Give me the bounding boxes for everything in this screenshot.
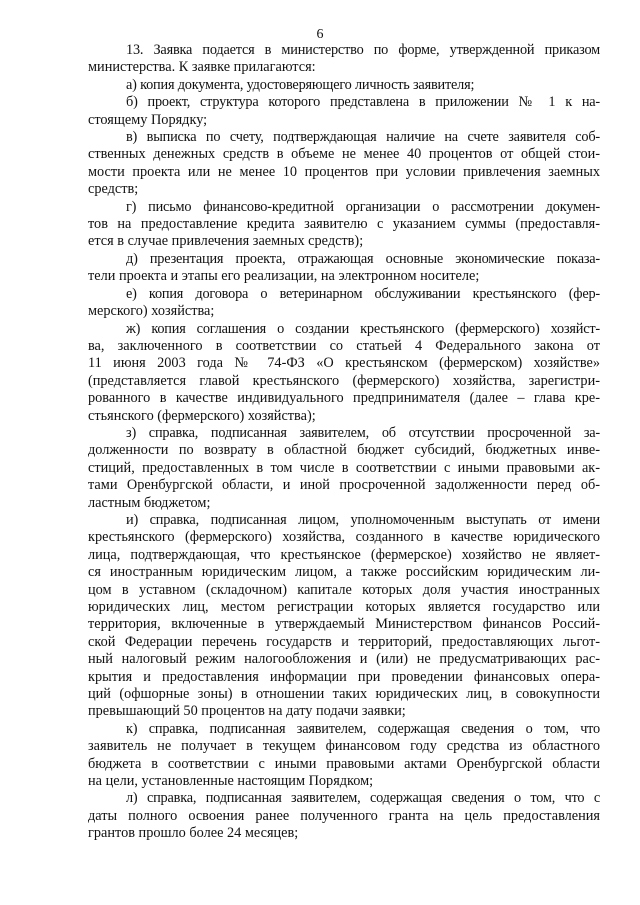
paragraph-line: мости проекта или не менее 10 процентов при условии привлечения заемных — [88, 163, 600, 180]
paragraph-line: тов на предоставление кредита заявителю с указанием суммы (предоставля- — [88, 216, 600, 233]
paragraph-line: (представляется главой крестьянского (фермерского) хозяйства, зарегистри- — [88, 372, 600, 389]
paragraph-pa — [88, 77, 600, 94]
paragraph-line: крытия и предоставления информации при проведении финансовых опера- — [88, 668, 600, 685]
paragraph-line: ской Федерации перечень государств и территорий, предоставляющих льгот- — [88, 633, 600, 650]
paragraph-line: превышающий 50 процентов на дату подачи заявки; — [88, 703, 406, 720]
paragraph-line: ва, заключенного в соответствии со статьей 4 Федерального закона от — [88, 337, 600, 354]
paragraph-line: рованного в качестве индивидуального предпринимателя (далее – глава кре- — [88, 390, 600, 407]
paragraph-line: крестьянского (фермерского) хозяйства, созданного в качестве юридического — [88, 529, 600, 546]
paragraph-line: юридических лиц, местом регистрации которых является государство или — [88, 599, 600, 615]
paragraph-pg — [88, 199, 600, 251]
paragraph-line: даты полного освоения ранее полученного гранта на цель предоставления — [88, 807, 600, 824]
paragraph-pzh — [88, 321, 600, 425]
paragraph-pv — [88, 129, 600, 199]
paragraph-line: тами Оренбургской области, и иной просроченной задолженности перед об- — [88, 477, 600, 494]
paragraph-p13 — [88, 42, 600, 77]
paragraph-line: 13. Заявка подается в министерство по форме, утвержденной приказом — [126, 42, 600, 58]
paragraph-line: к) справка, подписанная заявителем, содержащая сведения о том, что — [126, 720, 600, 737]
document-body — [88, 42, 600, 843]
paragraph-line: лица, подтверждающая, что крестьянское (фермерское) хозяйство не являет- — [88, 546, 600, 563]
paragraph-line: ный налоговый режим налогообложения и (или) не предусматривающих рас- — [88, 651, 600, 668]
paragraph-line: цом в уставном (складочном) капитале которых доля участия иностранных — [88, 581, 600, 598]
paragraph-line: в) выписка по счету, подтверждающая наличие на счете заявителя соб- — [126, 129, 600, 146]
paragraph-line: ж) копия соглашения о создании крестьянского (фермерского) хозяйст- — [126, 320, 600, 337]
paragraph-line: г) письмо финансово-кредитной организации о рассмотрении докумен- — [126, 198, 600, 215]
page-number: 6 — [316, 27, 324, 42]
paragraph-line: ется в случае привлечения заемных средств); — [88, 233, 364, 250]
paragraph-line: ственных денежных средств в объеме не менее 40 процентов от общей стои- — [88, 146, 600, 163]
paragraph-line: ся иностранным юридическим лицом, а также российским юридическим ли- — [88, 564, 600, 581]
paragraph-line: долженности по возврату в областной бюджет субсидий, бюджетных инве- — [88, 442, 600, 459]
paragraph-line: д) презентация проекта, отражающая основные экономические показа- — [126, 250, 600, 267]
paragraph-pe — [88, 286, 600, 321]
paragraph-line: стиций, предоставленных в том числе в соответствии с иными правовыми ак- — [88, 459, 600, 476]
paragraph-line: грантов прошло более 24 месяцев; — [88, 825, 299, 842]
paragraph-line: ций (офшорные зоны) в отношении таких юридических лиц, в совокупности — [88, 686, 600, 703]
paragraph-pi — [88, 512, 600, 721]
paragraph-line: е) копия договора о ветеринарном обслуживании крестьянского (фер- — [126, 285, 600, 302]
paragraph-line: мерского) хозяйства; — [88, 303, 215, 320]
paragraph-line: ластным бюджетом; — [88, 494, 211, 511]
paragraph-line: 11 июня 2003 года № 74-ФЗ «О крестьянском (фермерском) хозяйстве» — [88, 355, 600, 372]
paragraph-pk — [88, 721, 600, 791]
paragraph-line: заявитель не получает в текущем финансовом году средства из областного — [88, 738, 600, 755]
paragraph-pz — [88, 425, 600, 512]
paragraph-line: на цели, установленные настоящим Порядком; — [88, 773, 374, 790]
paragraph-line: стьянского (фермерского) хозяйства); — [88, 407, 316, 424]
paragraph-line: з) справка, подписанная заявителем, об отсутствии просроченной за- — [126, 424, 600, 441]
paragraph-line: территория, включенные в утверждаемый Министерством финансов Россий- — [88, 616, 600, 633]
paragraph-line: л) справка, подписанная заявителем, содержащая сведения о том, что с — [126, 790, 600, 807]
paragraph-line: тели проекта и этапы его реализации, на электронном носителе; — [88, 268, 480, 285]
paragraph-line: бюджета в соответствии с иными правовыми актами Оренбургской области — [88, 755, 600, 772]
paragraph-line: министерства. К заявке прилагаются: — [88, 59, 316, 76]
paragraph-line: а) копия документа, удостоверяющего личность заявителя; — [126, 76, 475, 93]
paragraph-line: стоящему Порядку; — [88, 111, 208, 128]
paragraph-pd — [88, 251, 600, 286]
paragraph-pl — [88, 790, 600, 842]
paragraph-line: и) справка, подписанная лицом, уполномоченным выступать от имени — [126, 511, 600, 528]
paragraph-line: б) проект, структура которого представлена в приложении № 1 к на- — [126, 94, 600, 111]
paragraph-pb — [88, 94, 600, 129]
paragraph-line: средств; — [88, 181, 139, 198]
